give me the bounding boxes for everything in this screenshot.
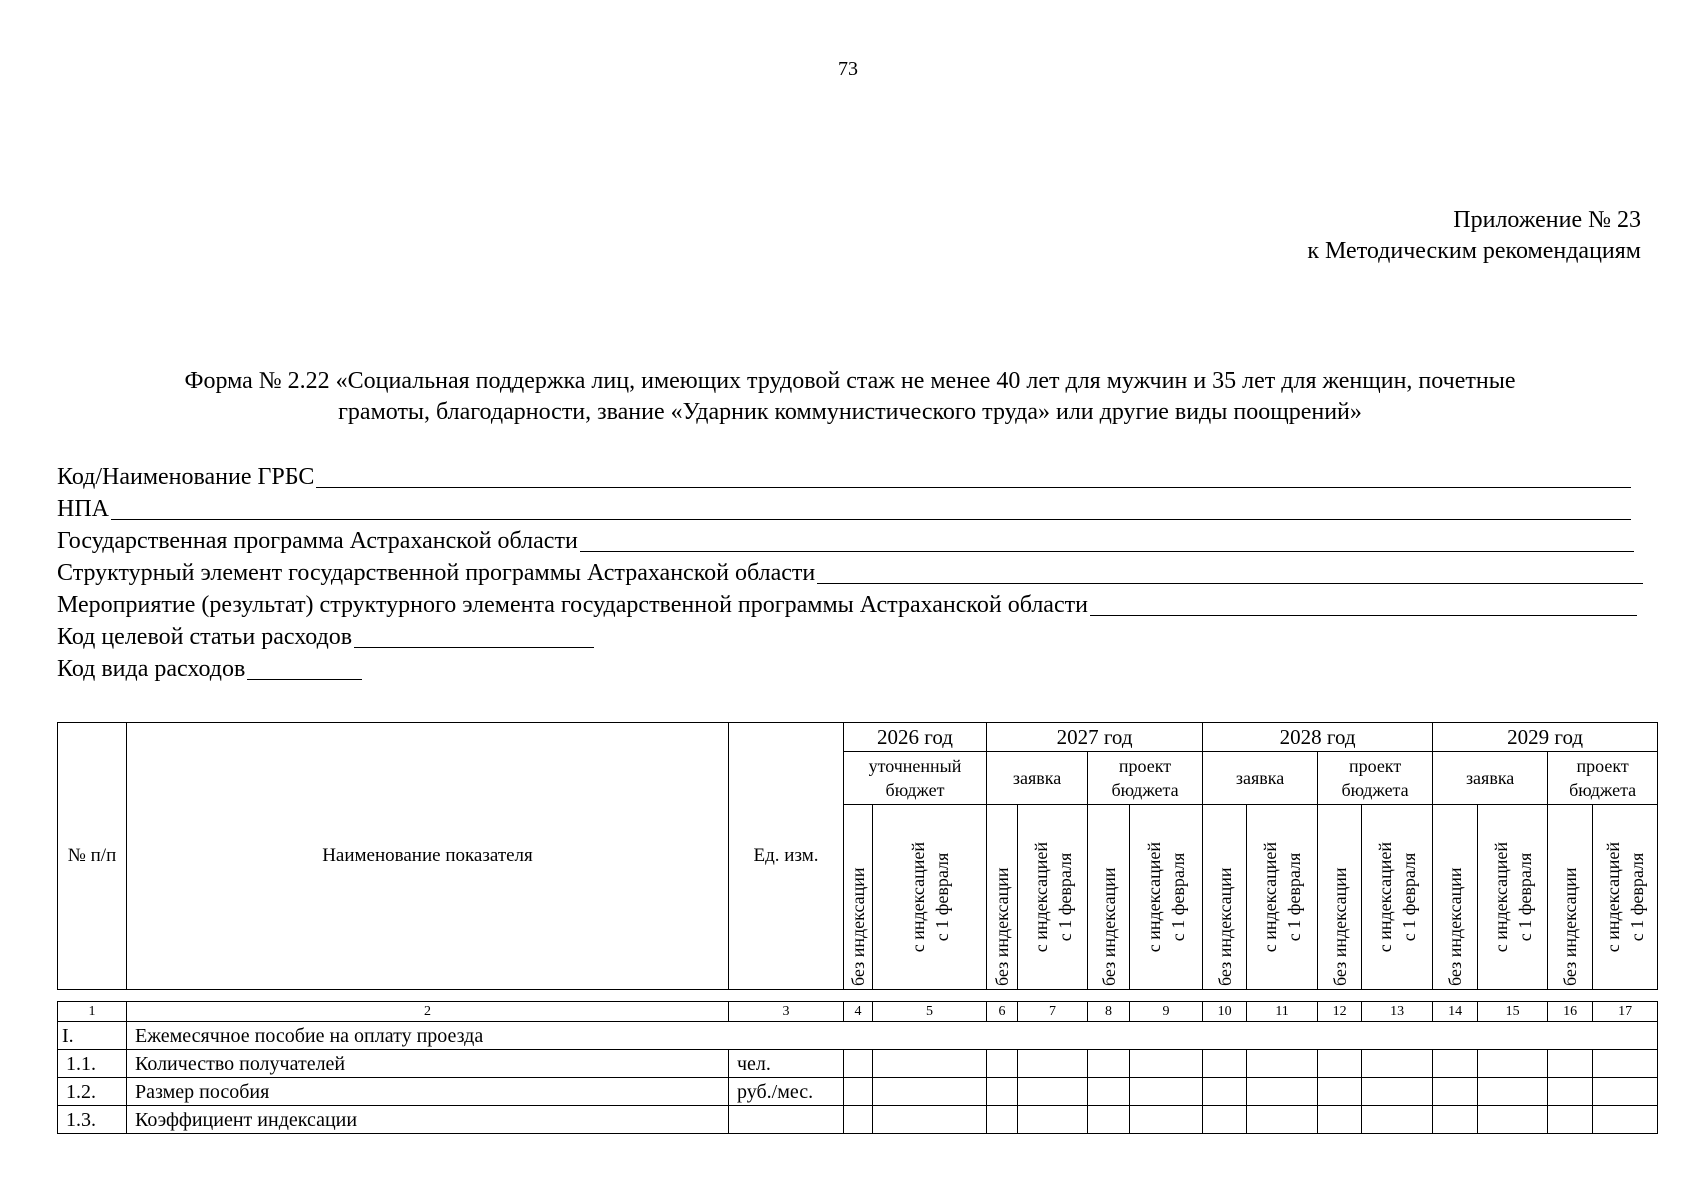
with-index-label [1373,842,1421,952]
column-number: 4 [844,1002,873,1022]
column-number: 6 [987,1002,1018,1022]
header-year-2029: 2029 год [1433,723,1658,752]
field-npa-label: НПА [57,496,109,522]
field-grbs-label: Код/Наименование ГРБС [57,464,315,490]
header-2028-draft-with-index [1362,805,1433,990]
field-npa [57,495,1631,525]
header-2027-draft-budget: проект бюджета [1088,752,1203,805]
row-unit: чел. [729,1050,844,1078]
header-unit: Ед. изм. [729,723,844,990]
column-number-row [58,1002,1658,1022]
value-cell[interactable] [1593,1106,1658,1134]
form-title-line-2: грамоты, благодарности, звание «Ударник коммунистического труда» или другие виды поощрений» [338,399,1362,425]
row-name: Количество получателей [127,1050,729,1078]
value-cell[interactable] [1203,1078,1247,1106]
with-index-label [1029,842,1077,952]
form-title-line-1: Форма № 2.22 «Социальная поддержка лиц, имеющих трудовой стаж не менее 40 лет для мужчин и 35 лет для женщин, почетные [184,368,1516,394]
column-number: 3 [729,1002,844,1022]
field-target-article [57,623,594,653]
value-cell[interactable] [987,1050,1018,1078]
header-indicator-name: Наименование показателя [127,723,729,990]
value-cell[interactable] [1362,1106,1433,1134]
value-cell[interactable] [1548,1106,1593,1134]
value-cell[interactable] [1130,1106,1203,1134]
header-2029-request-no-index [1433,805,1478,990]
value-cell[interactable] [1478,1078,1548,1106]
column-number: 16 [1548,1002,1593,1022]
no-index-label: без индексации [1329,867,1350,986]
field-structural-element [57,559,1643,589]
header-2028-request-no-index [1203,805,1247,990]
with-index-line-1: с индексацией [907,841,928,953]
header-2029-request-with-index [1478,805,1548,990]
page-number: 73 [838,58,858,80]
value-cell[interactable] [1130,1078,1203,1106]
with-index-line-1: с индексацией [1375,841,1396,953]
with-index-line-2: с 1 февраля [1054,852,1075,942]
value-cell[interactable] [1548,1078,1593,1106]
header-2026-refined-budget: уточненный бюджет [844,752,987,805]
value-cell[interactable] [1478,1050,1548,1078]
with-index-line-2: с 1 февраля [931,852,952,942]
column-number: 17 [1593,1002,1658,1022]
field-expense-type [57,655,362,685]
header-2029-draft-with-index [1593,805,1658,990]
header-year-2027: 2027 год [987,723,1203,752]
field-npa-blank[interactable] [111,518,1631,520]
value-cell[interactable] [1203,1050,1247,1078]
column-number: 1 [58,1002,127,1022]
value-cell[interactable] [1203,1106,1247,1134]
indicators-table [57,722,1658,1134]
with-index-label [1142,842,1190,952]
with-index-line-2: с 1 февраля [1399,852,1420,942]
column-number: 15 [1478,1002,1548,1022]
no-index-label: без индексации [1098,867,1119,986]
column-number: 7 [1018,1002,1088,1022]
row-unit [729,1106,844,1134]
with-index-label [906,842,954,952]
column-number: 10 [1203,1002,1247,1022]
field-target-article-blank[interactable] [354,646,594,648]
field-measure-label: Мероприятие (результат) структурного элемента государственной программы Астраханской области [57,592,1088,618]
value-cell[interactable] [1433,1106,1478,1134]
row-name: Ежемесячное пособие на оплату проезда [127,1022,1658,1050]
column-number: 13 [1362,1002,1433,1022]
with-index-label [1489,842,1537,952]
value-cell[interactable] [987,1106,1018,1134]
field-structural-element-blank[interactable] [817,582,1643,584]
value-cell[interactable] [1088,1050,1130,1078]
with-index-line-2: с 1 февраля [1514,852,1535,942]
with-index-line-1: с индексацией [1260,841,1281,953]
column-number: 14 [1433,1002,1478,1022]
value-cell[interactable] [844,1106,873,1134]
no-index-label: без индексации [1214,867,1235,986]
value-cell[interactable] [1018,1050,1088,1078]
header-2028-request: заявка [1203,752,1318,805]
table-row [58,1106,1658,1134]
column-number: 9 [1130,1002,1203,1022]
table-row-section [58,1022,1658,1050]
spacer-cell [58,990,1658,1002]
value-cell[interactable] [1130,1050,1203,1078]
header-year-2026: 2026 год [844,723,987,752]
header-2028-draft-no-index [1318,805,1362,990]
appendix-header [1307,205,1641,267]
field-grbs-blank[interactable] [316,486,1631,488]
value-cell[interactable] [1018,1106,1088,1134]
value-cell[interactable] [844,1078,873,1106]
appendix-line-2: к Методическим рекомендациям [1307,238,1641,264]
table-spacer-row [58,990,1658,1002]
value-cell[interactable] [1478,1106,1548,1134]
header-2029-draft-budget: проект бюджета [1548,752,1658,805]
table-row [58,1078,1658,1106]
value-cell[interactable] [987,1078,1018,1106]
row-name: Размер пособия [127,1078,729,1106]
row-num: I. [58,1022,127,1050]
field-grbs [57,463,1631,493]
value-cell[interactable] [1362,1050,1433,1078]
header-2027-request-no-index [987,805,1018,990]
row-num: 1.3. [58,1106,127,1134]
row-num: 1.2. [58,1078,127,1106]
form-title [40,366,1660,428]
column-number: 2 [127,1002,729,1022]
field-structural-element-label: Структурный элемент государственной программы Астраханской области [57,560,816,586]
with-index-label [1258,842,1306,952]
header-2027-draft-with-index [1130,805,1203,990]
no-index-label: без индексации [1560,867,1581,986]
value-cell[interactable] [1362,1078,1433,1106]
value-cell[interactable] [1018,1078,1088,1106]
with-index-line-1: с индексацией [1603,841,1624,953]
field-measure [57,591,1637,621]
header-2028-request-with-index [1247,805,1318,990]
field-target-article-label: Код целевой статьи расходов [57,624,353,650]
with-index-line-1: с индексацией [1490,841,1511,953]
header-year-2028: 2028 год [1203,723,1433,752]
value-cell[interactable] [873,1106,987,1134]
with-index-line-2: с 1 февраля [1284,852,1305,942]
row-name: Коэффициент индексации [127,1106,729,1134]
with-index-label [1601,842,1649,952]
appendix-line-1: Приложение № 23 [1453,207,1641,233]
row-num: 1.1. [58,1050,127,1078]
header-2026-with-index [873,805,987,990]
no-index-label: без индексации [1445,867,1466,986]
value-cell[interactable] [1247,1106,1318,1134]
header-num: № п/п [58,723,127,990]
value-cell[interactable] [1318,1106,1362,1134]
header-2026-no-index [844,805,873,990]
value-cell[interactable] [1593,1050,1658,1078]
column-number: 5 [873,1002,987,1022]
header-2028-draft-budget: проект бюджета [1318,752,1433,805]
field-state-program-blank[interactable] [580,550,1634,552]
header-2027-request: заявка [987,752,1088,805]
value-cell[interactable] [1318,1078,1362,1106]
column-number: 11 [1247,1002,1318,1022]
field-state-program [57,527,1634,557]
with-index-line-1: с индексацией [1030,841,1051,953]
table-row [58,1050,1658,1078]
value-cell[interactable] [1593,1078,1658,1106]
field-expense-type-blank[interactable] [247,678,362,680]
with-index-line-2: с 1 февраля [1627,852,1648,942]
value-cell[interactable] [1247,1078,1318,1106]
header-2027-request-with-index [1018,805,1088,990]
value-cell[interactable] [873,1050,987,1078]
value-cell[interactable] [1548,1050,1593,1078]
value-cell[interactable] [1247,1050,1318,1078]
field-expense-type-label: Код вида расходов [57,656,246,682]
no-index-label: без индексации [848,867,868,986]
field-state-program-label: Государственная программа Астраханской области [57,528,578,554]
value-cell[interactable] [873,1078,987,1106]
column-number: 8 [1088,1002,1130,1022]
with-index-line-1: с индексацией [1144,841,1165,953]
column-number: 12 [1318,1002,1362,1022]
header-2027-draft-no-index [1088,805,1130,990]
value-cell[interactable] [1318,1050,1362,1078]
field-measure-blank[interactable] [1090,614,1637,616]
no-index-label: без индексации [992,867,1013,986]
value-cell[interactable] [1088,1106,1130,1134]
value-cell[interactable] [1433,1078,1478,1106]
value-cell[interactable] [844,1050,873,1078]
value-cell[interactable] [1088,1078,1130,1106]
row-unit: руб./мес. [729,1078,844,1106]
header-2029-draft-no-index [1548,805,1593,990]
header-2029-request: заявка [1433,752,1548,805]
value-cell[interactable] [1433,1050,1478,1078]
with-index-line-2: с 1 февраля [1168,852,1189,942]
